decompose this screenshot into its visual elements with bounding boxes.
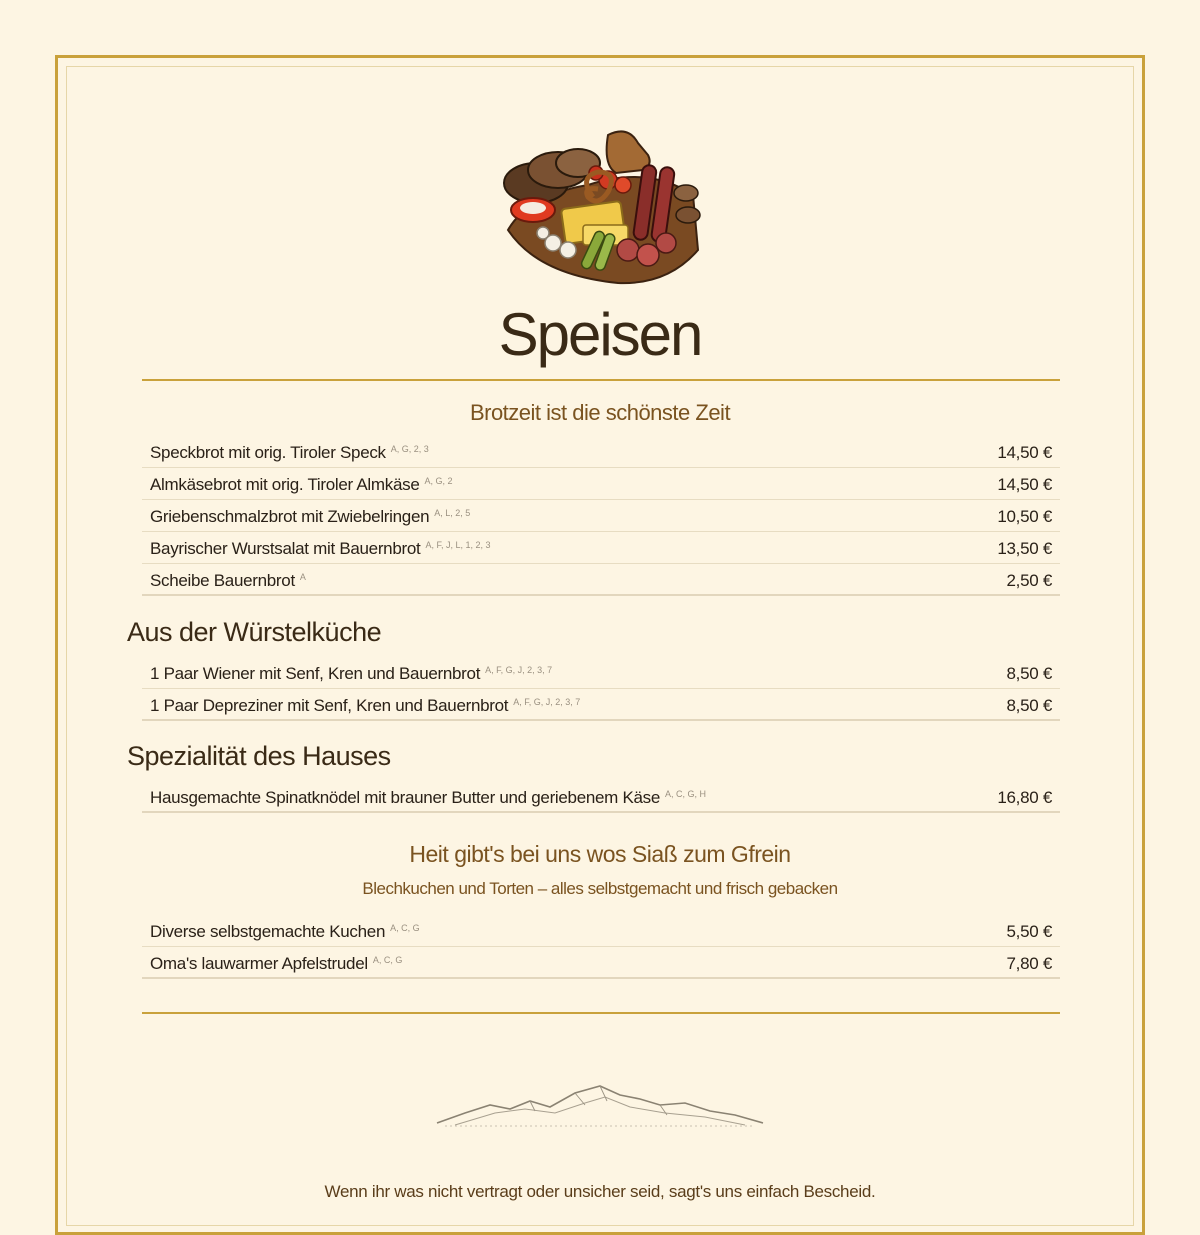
item-name: 1 Paar Wiener mit Senf, Kren und Bauernbrot $^{A, F, G, J, 2, 3, 7}$ — [150, 664, 553, 683]
item-name: Hausgemachte Spinatknödel mit brauner Butter und geriebenem Käse $^{A, C, G, H}$ — [150, 788, 707, 807]
list-item — [142, 947, 1060, 979]
footer-note: Wenn ihr was nicht vertragt oder unsicher seid, sagt's uns einfach Bescheid. — [324, 1182, 876, 1201]
item-price: 5,50 € — [1006, 922, 1052, 941]
section-heading-suess: Heit gibt's bei uns wos Siaß zum Gfrein — [409, 841, 791, 867]
allergen-codes: A, F, G, J, 2, 3, 7 — [513, 697, 581, 707]
item-price: 14,50 € — [997, 475, 1052, 494]
bottom-divider — [142, 1012, 1060, 1014]
list-item — [142, 781, 1060, 813]
item-price: 16,80 € — [997, 788, 1052, 807]
item-name: Scheibe Bauernbrot $^A$ — [150, 571, 306, 590]
list-item — [142, 657, 1060, 689]
allergen-codes: A, F, J, L, 1, 2, 3 — [425, 540, 491, 550]
section-heading-brotzeit: Brotzeit ist die schönste Zeit — [469, 400, 731, 425]
page-title: Speisen — [498, 301, 702, 368]
list-item — [142, 436, 1060, 468]
item-name: 1 Paar Depreziner mit Senf, Kren und Bauernbrot $^{A, F, G, J, 2, 3, 7}$ — [150, 696, 581, 715]
item-name: Griebenschmalzbrot mit Zwiebelringen $^{A, L, 2, 5}$ — [150, 507, 471, 526]
list-item — [142, 564, 1060, 596]
item-price: 8,50 € — [1006, 696, 1052, 715]
item-price: 10,50 € — [997, 507, 1052, 526]
list-item — [142, 689, 1060, 721]
brotzeit-list — [142, 436, 1060, 596]
list-item — [142, 915, 1060, 947]
allergen-codes: A, C, G — [372, 955, 403, 965]
allergen-codes: A — [299, 572, 306, 582]
list-item — [142, 532, 1060, 564]
item-name: Speckbrot mit orig. Tiroler Speck $^{A, G, 2, 3}$ — [150, 443, 429, 462]
item-price: 14,50 € — [997, 443, 1052, 462]
item-price: 8,50 € — [1006, 664, 1052, 683]
item-name: Bayrischer Wurstsalat mit Bauernbrot $^{A, F, J, L, 1, 2, 3}$ — [150, 539, 491, 558]
section-heading-spezial: Spezialität des Hauses — [127, 741, 391, 771]
item-price: 13,50 € — [997, 539, 1052, 558]
allergen-codes: A, L, 2, 5 — [434, 508, 471, 518]
item-price: 7,80 € — [1006, 954, 1052, 973]
item-name: Diverse selbstgemachte Kuchen $^{A, C, G}$ — [150, 922, 420, 941]
wuerstel-list — [142, 657, 1060, 721]
allergen-codes: A, C, G, H — [665, 789, 707, 799]
section-subheading-suess: Blechkuchen und Torten – alles selbstgemacht und frisch gebacken — [362, 879, 838, 898]
top-divider — [142, 379, 1060, 381]
suess-list — [142, 915, 1060, 979]
allergen-codes: A, F, G, J, 2, 3, 7 — [485, 665, 553, 675]
allergen-codes: A, C, G — [390, 923, 420, 933]
allergen-codes: A, G, 2, 3 — [390, 444, 429, 454]
section-heading-wuerstel: Aus der Würstelküche — [127, 617, 382, 647]
item-name: Almkäsebrot mit orig. Tiroler Almkäse $^{A, G, 2}$ — [150, 475, 453, 494]
spezial-list — [142, 781, 1060, 813]
mountain-ornament — [435, 1083, 765, 1128]
item-price: 2,50 € — [1006, 571, 1052, 590]
list-item — [142, 500, 1060, 532]
list-item — [142, 468, 1060, 500]
brotzeit-board-illustration — [498, 125, 708, 290]
allergen-codes: A, G, 2 — [424, 476, 453, 486]
item-name: Oma's lauwarmer Apfelstrudel $^{A, C, G}$ — [150, 954, 403, 973]
